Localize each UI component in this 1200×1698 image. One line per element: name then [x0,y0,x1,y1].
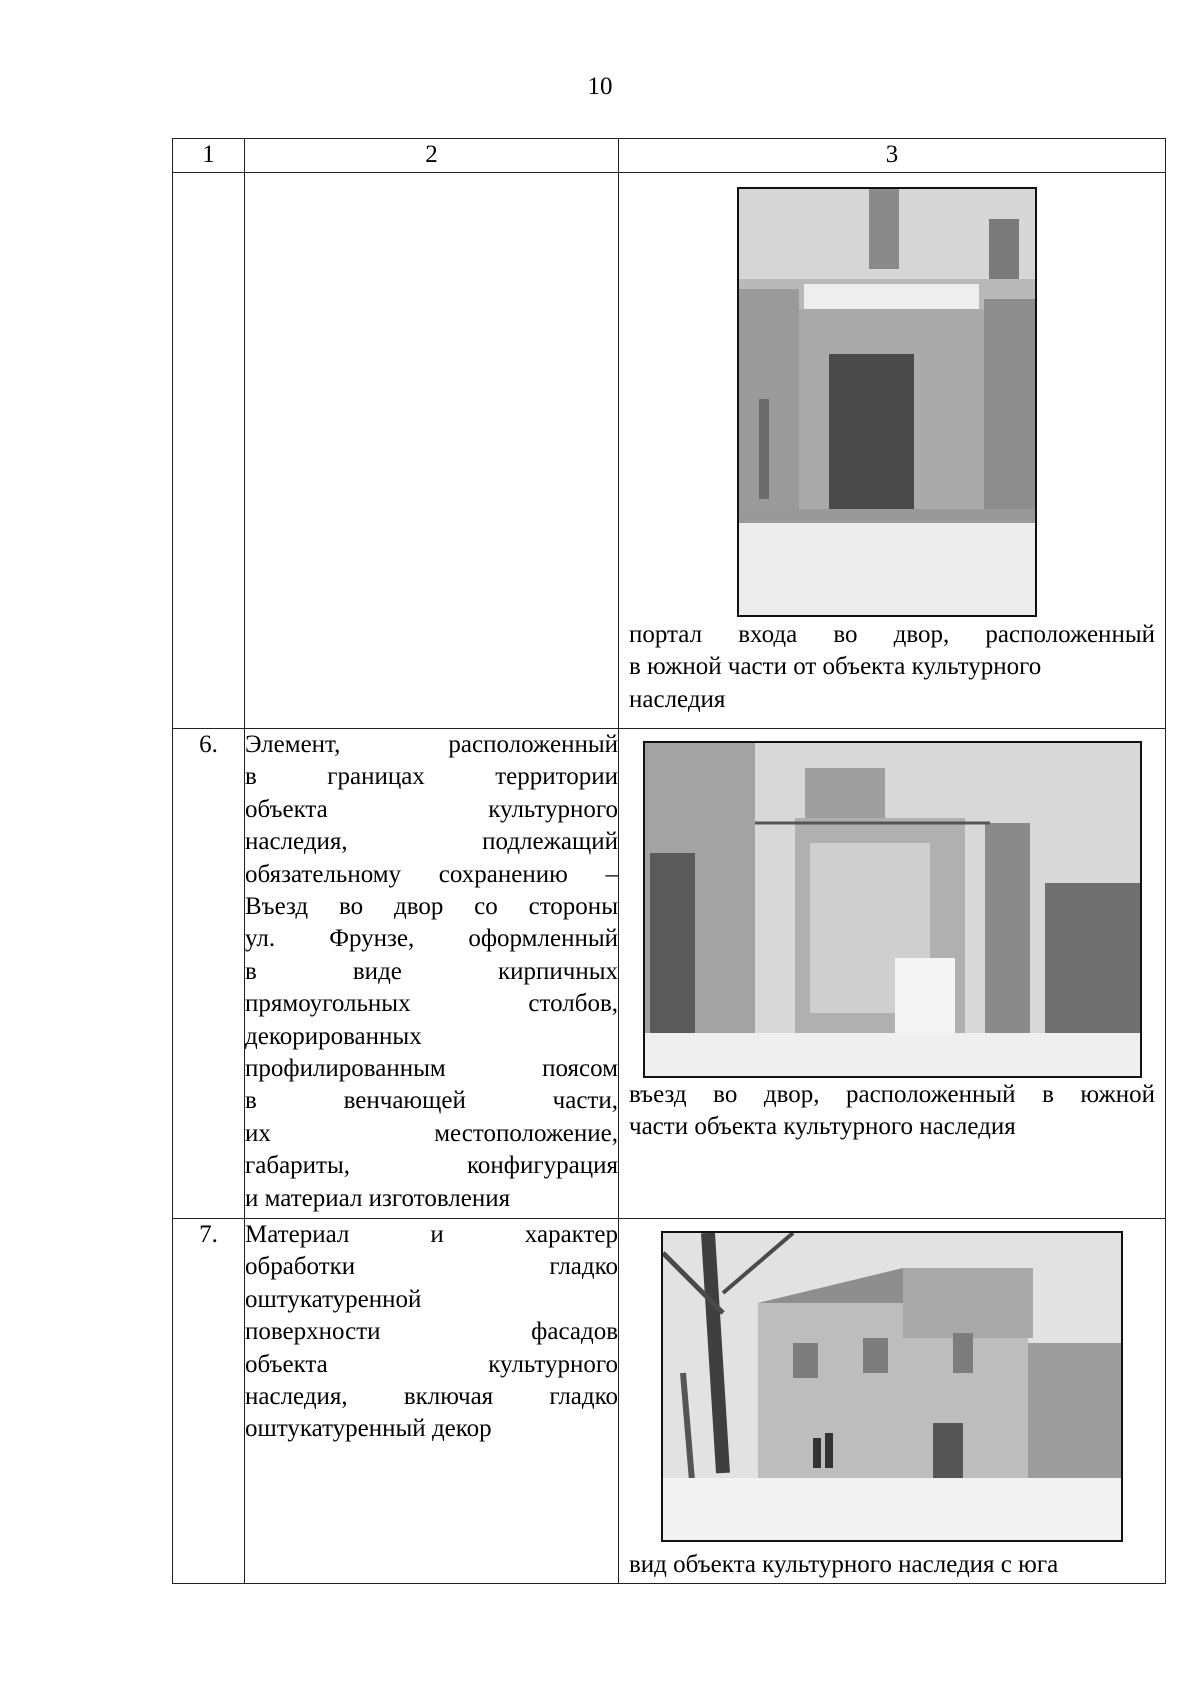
description-line: Элемент, расположенный [245,731,618,758]
caption-line: въезд во двор, расположенный в южной [629,1081,1155,1108]
row-number [173,173,245,729]
description-line: оштукатуренный декор [245,1415,492,1443]
description-line: и материал изготовления [245,1184,511,1212]
table-header-row [173,139,1166,173]
table-row [173,173,1166,729]
row-number: 7. [173,1219,245,1584]
building-portal-photo [737,187,1037,617]
heritage-elements-table [172,138,1166,1584]
header-col-2: 2 [245,139,619,173]
description-line: наследия, включая гладко [245,1383,618,1411]
row-description [245,173,619,729]
description-line: профилированным поясом [245,1055,618,1083]
caption-line: наследия [629,685,726,713]
description-line: габариты, конфигурация [245,1152,618,1180]
description-line: декорированных [245,1022,422,1050]
description-line: оштукатуренной [245,1285,422,1313]
caption-line: части объекта культурного наследия [629,1113,1016,1141]
description-line: прямоугольных столбов, [245,990,618,1018]
photo-caption [629,1549,1155,1581]
row-description [245,1219,619,1584]
description-line: в границах территории [245,763,618,791]
gate-entrance-photo [643,741,1142,1078]
header-col-3: 3 [619,139,1166,173]
description-line: ул. Фрунзе, оформленный [245,925,618,953]
description-line: в виде кирпичных [245,957,618,985]
row-description [245,729,619,1219]
description-line: в венчающей части, [245,1087,618,1115]
description-line: обязательному сохранению – [245,860,618,888]
header-col-1: 1 [173,139,245,173]
table-row [173,729,1166,1219]
photo-caption [629,1079,1155,1144]
description-line: объекта культурного [245,1350,618,1378]
description-line: Материал и характер [245,1221,618,1248]
building-south-view-photo [661,1231,1123,1542]
caption-line: в южной части от объекта культурного [629,653,1042,681]
row-photo-cell [619,1219,1166,1584]
photo-caption [629,619,1155,716]
page-number: 10 [587,73,613,100]
row-photo-cell [619,173,1166,729]
description-line: их местоположение, [245,1119,618,1147]
description-line: объекта культурного [245,795,618,823]
description-line: наследия, подлежащий [245,828,618,856]
caption-line: портал входа во двор, расположенный [629,621,1155,648]
row-number: 6. [173,729,245,1219]
description-line: Въезд во двор со стороны [245,893,618,921]
caption-line: вид объекта культурного наследия с юга [629,1551,1059,1578]
description-line: обработки гладко [245,1253,618,1281]
description-line: поверхности фасадов [245,1318,618,1346]
row-photo-cell [619,729,1166,1219]
table-row [173,1219,1166,1584]
